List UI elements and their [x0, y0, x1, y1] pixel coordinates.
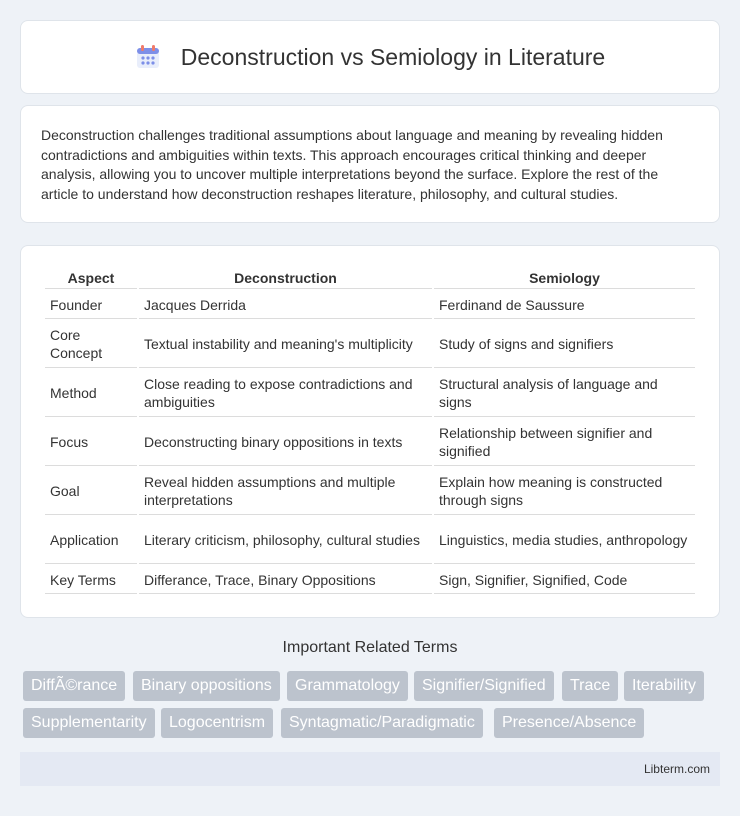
tag-supplementarity[interactable]: Supplementarity — [23, 708, 155, 738]
cell-aspect: Goal — [45, 468, 137, 515]
footer-source-link[interactable]: Libterm.com — [643, 762, 710, 776]
header-aspect: Aspect — [45, 268, 137, 289]
table-header-row — [45, 268, 695, 289]
tag-grammatology[interactable]: Grammatology — [287, 671, 408, 701]
table-row — [45, 517, 695, 564]
table-row — [45, 419, 695, 466]
cell-semiology: Ferdinand de Saussure — [434, 291, 695, 319]
table-row — [45, 321, 695, 368]
cell-aspect: Founder — [45, 291, 137, 319]
footer — [20, 752, 720, 786]
cell-aspect: Focus — [45, 419, 137, 466]
table-row — [45, 566, 695, 594]
intro-paragraph: Deconstruction challenges traditional assumptions about language and meaning by revealing hidden contradictions and ambiguities within texts. This approach encourages critical thinking and deeper analysis, allowing you to uncover multiple interpretations beyond the surface. Explore the rest of the article to understand how deconstruction reshapes literature, philosophy, and cultural studies. — [41, 127, 663, 202]
tag-presence-absence[interactable]: Presence/Absence — [494, 708, 644, 738]
cell-deconstruction: Close reading to expose contradictions and ambiguities — [139, 370, 432, 417]
cell-semiology: Structural analysis of language and signs — [434, 370, 695, 417]
cell-semiology: Relationship between signifier and signified — [434, 419, 695, 466]
cell-semiology: Linguistics, media studies, anthropology — [434, 517, 695, 564]
cell-aspect: Key Terms — [45, 566, 137, 594]
tag-binary-oppositions[interactable]: Binary oppositions — [133, 671, 280, 701]
cell-aspect: Method — [45, 370, 137, 417]
tag-iterability[interactable]: Iterability — [624, 671, 704, 701]
header-semiology: Semiology — [434, 268, 695, 289]
calendar-grid-icon — [135, 44, 161, 70]
table-row — [45, 468, 695, 515]
cell-semiology: Study of signs and signifiers — [434, 321, 695, 368]
page-title: Deconstruction vs Semiology in Literature — [180, 43, 606, 70]
cell-aspect: Core Concept — [45, 321, 137, 368]
cell-deconstruction: Literary criticism, philosophy, cultural studies — [139, 517, 432, 564]
header-deconstruction: Deconstruction — [139, 268, 432, 289]
related-terms-title: Important Related Terms — [282, 639, 458, 656]
intro-card — [20, 105, 720, 223]
cell-deconstruction: Jacques Derrida — [139, 291, 432, 319]
tag-syntagmatic-paradigmatic[interactable]: Syntagmatic/Paradigmatic — [281, 708, 483, 738]
title-card — [20, 20, 720, 94]
cell-aspect: Application — [45, 517, 137, 564]
tag-logocentrism[interactable]: Logocentrism — [161, 708, 273, 738]
tag-differance[interactable]: DiffÃ©rance — [23, 671, 125, 701]
cell-semiology: Sign, Signifier, Signified, Code — [434, 566, 695, 594]
cell-deconstruction: Differance, Trace, Binary Oppositions — [139, 566, 432, 594]
cell-deconstruction: Deconstructing binary oppositions in texts — [139, 419, 432, 466]
comparison-table — [43, 266, 697, 596]
tag-signifier-signified[interactable]: Signifier/Signified — [414, 671, 554, 701]
tag-trace[interactable]: Trace — [562, 671, 618, 701]
cell-deconstruction: Textual instability and meaning's multiplicity — [139, 321, 432, 368]
comparison-table-card — [20, 245, 720, 618]
cell-deconstruction: Reveal hidden assumptions and multiple interpretations — [139, 468, 432, 515]
table-row — [45, 370, 695, 417]
cell-semiology: Explain how meaning is constructed through signs — [434, 468, 695, 515]
table-row — [45, 291, 695, 319]
